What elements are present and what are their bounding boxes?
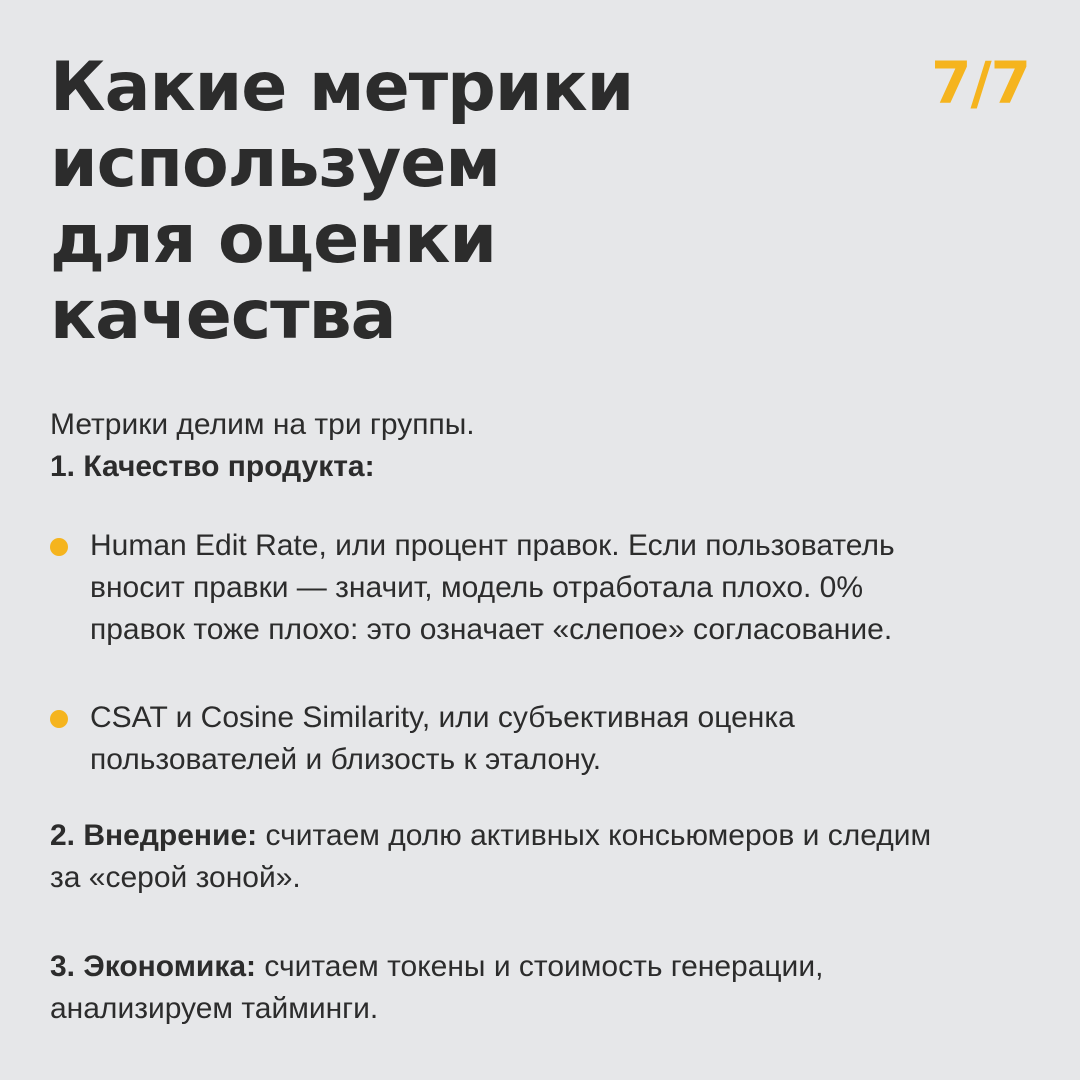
- intro-text: Метрики делим на три группы.: [50, 408, 475, 441]
- section-heading: 2. Внедрение:: [50, 819, 258, 852]
- bullet-item-csat: [50, 697, 1030, 781]
- section-text: считаем долю активных консьюмеров и следим: [257, 819, 932, 852]
- section-line: [50, 946, 1030, 988]
- title-line: качества: [50, 276, 396, 355]
- section-adoption: [50, 815, 1030, 899]
- bullet-dot-icon: [50, 710, 68, 728]
- title-line: используем: [50, 124, 500, 203]
- page-counter: 7/7: [931, 49, 1030, 117]
- group1-heading: 1. Качество продукта:: [50, 450, 375, 483]
- bullet-dot-icon: [50, 538, 68, 556]
- section-heading: 3. Экономика:: [50, 950, 257, 983]
- title-line: Какие метрики: [50, 48, 634, 127]
- title-line: для оценки: [50, 200, 497, 279]
- page-title: [50, 50, 870, 354]
- intro-block: [50, 404, 1030, 488]
- bullet-line: правок тоже плохо: это означает «слепое» согласование.: [90, 613, 893, 646]
- bullet-line: пользователей и близость к эталону.: [90, 743, 602, 776]
- bullet-item-human-edit-rate: [50, 525, 1030, 651]
- section-text: анализируем тайминги.: [50, 992, 379, 1025]
- bullet-line: вносит правки — значит, модель отработала плохо. 0%: [90, 571, 864, 604]
- section-text: считаем токены и стоимость генерации,: [256, 950, 824, 983]
- section-economics: [50, 946, 1030, 1030]
- bullet-line: Human Edit Rate, или процент правок. Если пользователь: [90, 529, 895, 562]
- section-line: [50, 815, 1030, 857]
- bullet-line: CSAT и Cosine Similarity, или субъективная оценка: [90, 701, 795, 734]
- section-text: за «серой зоной».: [50, 861, 301, 894]
